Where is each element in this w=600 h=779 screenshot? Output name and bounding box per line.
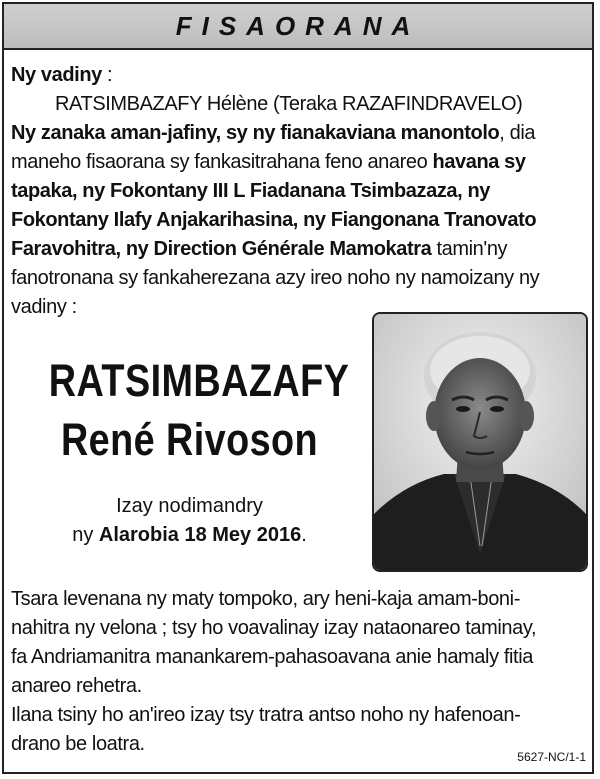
deceased-surname: RATSIMBAZAFY: [48, 355, 350, 406]
closing-line-2: nahitra ny velona ; tsy ho voavalinay izay nataonareo taminay,: [11, 617, 537, 639]
intro-line-1: [11, 61, 112, 90]
closing-line-3: fa Andriamanitra manankarem-pahasoavana anie hamaly fitia: [11, 646, 533, 668]
portrait-image: [374, 314, 586, 570]
intro-line-4-bold: havana sy: [432, 151, 526, 173]
closing-line-6: drano be loatra.: [11, 733, 145, 755]
closing-line-5: Ilana tsiny ho an'ireo izay tsy tratra antso noho ny hafenoan-: [11, 704, 521, 726]
colon-text: :: [101, 64, 113, 86]
intro-line-6-bold: Fokontany Ilafy Anjakarihasina, ny Fiangonana Tranovato: [11, 209, 537, 231]
intro-line-3: [11, 119, 535, 148]
intro-line-6: [11, 206, 536, 235]
spouse-name: RATSIMBAZAFY Hélène (Teraka RAZAFINDRAVELO): [55, 93, 523, 115]
reference-code: 5627-NC/1-1: [517, 750, 586, 764]
intro-line-5: [11, 177, 490, 206]
header-title: FISAORANA: [175, 10, 421, 41]
death-suffix: .: [301, 524, 307, 546]
death-prefix: ny: [72, 524, 99, 546]
spouse-label: Ny vadiny: [11, 64, 102, 86]
death-line-2: [22, 521, 357, 550]
intro-line-3-rest: , dia: [499, 122, 536, 144]
portrait-photo: [372, 312, 588, 572]
intro-line-4: [11, 148, 526, 177]
notice-header: [4, 4, 592, 50]
death-date: Alarobia 18 Mey 2016: [98, 524, 302, 546]
deceased-given-names: René Rivoson: [60, 414, 319, 465]
family-bold-text: Ny zanaka aman-jafiny, sy ny fianakaviana manontolo: [11, 122, 500, 144]
intro-line-7-bold: Faravohitra, ny Direction Générale Mamokatra: [11, 238, 432, 260]
closing-line-1: Tsara levenana ny maty tompoko, ary heni-kaja amam-boni-: [11, 588, 520, 610]
intro-line-4-text: maneho fisaorana sy fankasitrahana feno anareo: [11, 151, 433, 173]
closing-line-4: anareo rehetra.: [11, 675, 142, 697]
intro-line-5-bold: tapaka, ny Fokontany III L Fiadanana Tsimbazaza, ny: [11, 180, 490, 202]
intro-line-9: vadiny :: [11, 296, 77, 318]
intro-line-8: fanotronana sy fankaherezana azy ireo noho ny namoizany ny: [11, 267, 540, 289]
intro-line-7-rest: tamin'ny: [431, 238, 508, 260]
intro-line-7: [11, 235, 507, 264]
death-line-1: Izay nodimandry: [116, 495, 263, 517]
